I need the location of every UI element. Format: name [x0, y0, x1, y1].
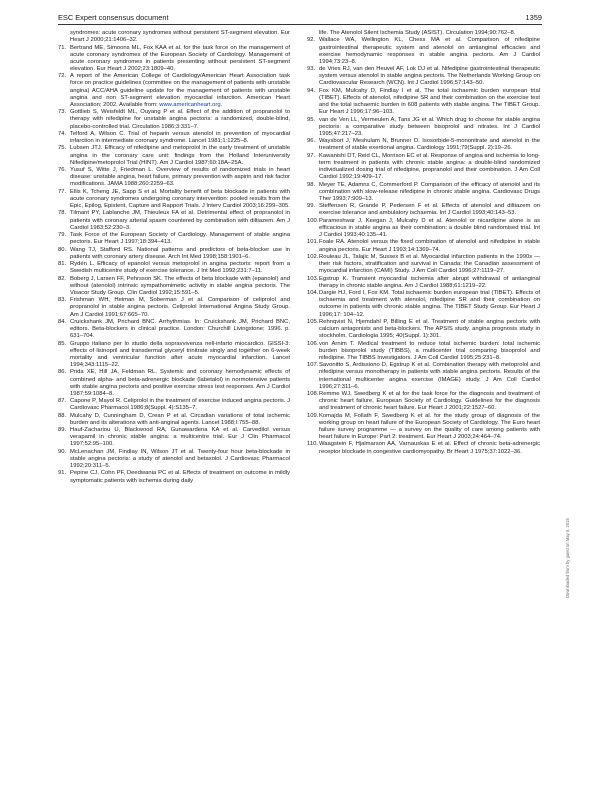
reference-number: 100.	[307, 217, 319, 224]
reference-entry	[58, 247, 290, 261]
reference-text: Remme WJ, Swedberg K et al for the task force for the diagnosis and treatment of chronic heart failure, European Society of Cardiology. Guidelines for the diagnosis and treatment of chronic heart failure. Eur Heart J 2001;22:1527–60.	[319, 391, 540, 412]
reference-entry	[58, 30, 290, 44]
reference-number: 76.	[58, 167, 67, 174]
reference-text: Meyer TE, Adamns C, Commerford P. Comparison of the efficacy of atenolol and its combination with slow-release nifedipine in chronic stable angina. Cardiovasc Drugs Ther 1993;7:909–13.	[319, 181, 540, 202]
reference-entry	[307, 341, 540, 362]
reference-text: Lubsen JTJ. Efficacy of nifedipine and metoprolol in the early treatment of unstable angina in the coronary care unit: findings from the Holland Interuniversity Nifedipine/metoprolol Trial (HINT). Am J Cardiol 1987;60:18A–25A.	[70, 145, 290, 166]
reference-text: Ellis K, Tcheng JE, Sapp S et al. Mortality benefit of beta blockade in patients with acute coronary syndromes undergoing coronary intervention: pooled results from the Epic, Epilog, Epistent, Capture and Rapport Trials. J Interv Cardiol 2003;16:299–305.	[70, 188, 290, 210]
reference-entry	[58, 449, 290, 470]
reference-number: 87.	[58, 398, 67, 405]
reference-entry	[58, 319, 290, 340]
reference-entry	[307, 182, 540, 203]
reference-text: Komajda M, Follath F, Swedberg K et al. for the study group of diagnosis of the working group on heart failure of the European Society of Cardiology. The Euro heart failure survey programme — a survey on the quality of care among patients with heart failure in Europe: Part 2: treatment. Eur Heart J 2003;24:464–74.	[319, 412, 540, 441]
reference-number: 96.	[307, 138, 316, 145]
reference-text: Bertrand ME, Simoons ML, Fox KAA et al. for the task force on the management of acute coronary syndromes of the European Society of Cardiology. Management of acute coronary syndromes in patients presenting without persistent ST-segment elevation. Eur Heart J 2002;23:1809–40.	[70, 44, 290, 72]
reference-entry	[58, 210, 290, 231]
reference-entry	[307, 30, 540, 37]
reference-text: Mulcahy D, Cunningham D, Crean P et al. Circadian variations of total ischemic burden and its alterations with anti-anginal agents. Lancet 1988;I:755–88.	[70, 412, 290, 426]
reference-entry	[307, 239, 540, 253]
reference-number: 88.	[58, 412, 67, 419]
reference-number: 91.	[58, 470, 67, 477]
reference-number: 107.	[307, 362, 319, 369]
reference-text: Gottlieb S, Weisfeldt ML, Ouyang P et al. Effect of the addition of propranolol to therapy with nifedipine for unstable angina pectoris: a randomized, double-blind, placebo-controlled trial. Circulation 1986;3:331–7.	[70, 109, 290, 130]
reference-text: life. The Atenolol Silent Ischemia Study (ASIST). Circulation 1994;90:762–8.	[319, 30, 516, 36]
reference-number: 93.	[307, 66, 316, 73]
reference-number: 94.	[307, 87, 316, 94]
reference-entry	[58, 297, 290, 318]
reference-entry	[307, 138, 540, 152]
reference-text: Hauf-Zachariou U, Blackwood RA, Gunawardena KA et al. Carvedilol versus verapamil in chronic stable angina: a multicentre trial. Eur J Clin Pharmacol 1997;52:95–100.	[70, 427, 290, 448]
reference-number: 85.	[58, 340, 67, 347]
reference-number: 83.	[58, 297, 67, 304]
reference-number: 80.	[58, 246, 67, 253]
reference-number: 102.	[307, 253, 319, 260]
reference-text: von Arnim T. Medical treatment to reduce total ischemic burden: total ischemic burden bisoprolol study (TIBBS), a multicenter trial comparing bisoprolol and nifedipine. The TIBBS Investigators. J Am Coll Cardiol 1995;25:231–8.	[319, 340, 540, 361]
reference-text: Cruickshank JM, Prichard BNC. Arrhythmias. In: Cruickshank JM, Prichard BNC, editors. Beta-blockers in clinical practice. London: Churchill Livingstone; 1996. p. 631–704.	[70, 318, 290, 340]
reference-text: Gruppo italiano per lo studio della sopravvivenza nell-infarto miocardico. GISSI-3: effects of lisinopril and transdermal glyceryl trinitrate singly and together on 6-week mortality and ventricular function after acute myocardial infarction. Lancet 1994;343:1115–22.	[70, 340, 290, 368]
reference-text: Prida XE, Hill JA, Feldman RL. Systemic and coronary hemodynamic effects of combined alpha- and beta-adrenergic blockade (labetalol) in normotensive patients with stable angina pectoris and positive exercise stress test responses. Am J Cardiol 1987;59:1084–8.	[70, 369, 290, 397]
reference-number: 103.	[307, 275, 319, 282]
reference-entry	[58, 167, 290, 188]
reference-entry	[307, 290, 540, 319]
reference-entry	[307, 362, 540, 391]
reference-number: 86.	[58, 369, 67, 376]
reference-text: Telford A, Wilson C. Trial of heparin versus atenolol in prevention of myocardial infarction in intermediate coronary syndrome. Lancet 1981;1:1225–8.	[70, 130, 290, 145]
reference-text: van de Ven LL, Vermeulen A, Tans JG et al. Which drug to choose for stable angina pectoris: a comparative study between bisoprolol and nitrates. Int J Cardiol 1995;47:217–23.	[319, 116, 540, 137]
reference-entry	[58, 427, 290, 448]
reference-number: 75.	[58, 145, 67, 152]
reference-entry	[307, 153, 540, 182]
reference-number: 90.	[58, 448, 67, 455]
reference-entry	[307, 319, 540, 340]
reference-number: 81.	[58, 261, 67, 268]
reference-number: 89.	[58, 427, 67, 434]
reference-number: 71.	[58, 44, 67, 51]
reference-entry	[307, 413, 540, 442]
reference-text: Rouleau JL, Talajic M, Sussex B et al. Myocardial infarction patients in the 1990s — their risk factors, stratification and survival in Canada: the Canadian assessment of myocardial infarction (CAMI) Study. J Am Coll Cardiol 1996;27:1119–27.	[319, 253, 540, 275]
reference-number: 73.	[58, 109, 67, 116]
reference-entry	[307, 117, 540, 138]
right-reference-column	[307, 30, 540, 456]
reference-text: McLenachan JM, Findlay IN, Wilson JT et al. Twenty-four hour beta-blockade in stable angina pectoris: a study of atenolol and betaxolol. J Cardiovasc Pharmacol 1992;20:311–5.	[70, 448, 290, 470]
reference-number: 82.	[58, 275, 67, 282]
reference-entry	[58, 73, 290, 109]
reference-number: 74.	[58, 130, 67, 137]
reference-number: 104.	[307, 290, 319, 297]
reference-number: 95.	[307, 116, 316, 123]
reference-number: 79.	[58, 232, 67, 239]
reference-entry	[58, 45, 290, 74]
reference-entry	[58, 470, 290, 484]
left-reference-column	[58, 30, 290, 485]
reference-text: Rehnqvist N, Hjemdahl P, Billing E et al. Treatment of stable angina pectoris with calcium antagonists and beta-blockers. The APSIS study. angina prognosis study in stockholm. Cardiologia 1995; 40(Suppl. 1):301.	[319, 318, 540, 340]
reference-entry	[307, 88, 540, 117]
reference-text: Pepine CJ, Cohn PF, Deedwania PC et al. Effects of treatment on outcome in mildly symptomatic patients with ischemia during daily	[70, 470, 290, 484]
reference-number: 109.	[307, 412, 319, 419]
header-divider	[58, 24, 542, 25]
reference-text: Parameshwar J, Keegan J, Mulcahy D et al. Atenolol or nicardipine alone is as efficacious in stable angina as their combination: a double blind randomised trial. Int J Cardiol 1993;40:135–41.	[319, 217, 540, 239]
reference-text: Dargie HJ, Ford I, Fox KM. Total ischaemic burden european trial (TIBET). Effects of ischaemia and treatment with atenolol, nifedipine SR and their combination on outcome in patients with chronic stable angina. The TIBET Study Group. Eur Heart J 1996;17: 104–12.	[319, 290, 540, 318]
reference-text: Yusuf S, Witte J, Friedman L. Overview of results of randomized trials in heart disease: unstable angina, heart failure, primary prevention with aspirin and risk factor modifications. JAMA 1988;260:2259–63.	[70, 167, 290, 188]
reference-entry	[58, 232, 290, 246]
reference-text: syndromes: acute coronary syndromes without persistent ST-segment elevation. Eur Heart J 2000;21:1406–32.	[70, 30, 290, 44]
reference-number: 99.	[307, 203, 316, 210]
reference-entry	[58, 369, 290, 398]
reference-entry	[58, 109, 290, 130]
reference-number: 101.	[307, 239, 319, 246]
reference-entry	[307, 218, 540, 239]
reference-entry	[58, 276, 290, 297]
reference-number: 110.	[307, 441, 318, 448]
reference-entry	[58, 341, 290, 370]
reference-entry	[307, 37, 540, 66]
reference-number: 108.	[307, 391, 319, 397]
reference-entry	[58, 261, 290, 275]
reference-number: 106.	[307, 340, 319, 347]
reference-text: Wallace WA, Wellington KL, Chess MA et al. Comparison of nifedipine gastrointestinal therapeutic system and atenolol on antianginal efficacies and exercise hemodynamic responses in stable angina pectoris. Am J Cardiol 1994;73:23–8.	[319, 37, 540, 65]
reference-entry	[307, 203, 540, 217]
reference-number: 77.	[58, 188, 67, 195]
reference-entry	[307, 254, 540, 275]
reference-text: Tilmant PY, Lablanche JM, Thieuleux FA et al. Detrimental effect of propranolol in patients with coronary arterial spasm countered by combination with diltiazem. Am J Cardiol 1983;52:230–3.	[70, 210, 290, 231]
reference-entry	[307, 66, 540, 87]
reference-link[interactable]: www.americanheart.org	[159, 101, 221, 108]
reference-text: Egstrup K. Transient myocardial ischemia after abrupt withdrawal of antianginal therapy in chronic stable angina. Am J Cardiol 1988;61:1219–22.	[319, 275, 540, 289]
reference-text: de Vries RJ, van den Heuvel AF, Lok DJ et al. Nifedipine gastrointestinal therapeutic system versus atenolol in stable angina pectoris. The Netherlands Working Group on Cardiovascular Research (WCN). Int J Cardiol 1996;57:143–50.	[319, 66, 540, 87]
reference-number: 84.	[58, 318, 67, 325]
reference-text: Fox KM, Mulcahy D, Findlay I et al. The total ischaemic burden european trial (TIBET). Effects of atenolol, nifedipine SR and their combination on the exercise test and the total ischaemic burden in 608 patients with stable angina. The TIBET Group. Eur Heart J 1996;17:96–103.	[319, 87, 540, 116]
reference-text: Kawanishi DT, Reid CL, Morrison EC et al. Response of angina and ischemia to long-term treatment in patients with chronic stable angina: a double-blind randomized individualized dosing trial of nifedipine, propranolol and their combination. J Am Coll Cardiol 1992;19:409–17.	[319, 152, 540, 181]
reference-text: Rydén L. Efficacy of epanolol versus metoprolol in angina pectoris: report from a Swedish multicentre study of exercise tolerance. J Int Med 1992;231:7–11.	[70, 261, 290, 275]
reference-entry	[58, 131, 290, 145]
reference-text: Frishman WH, Heiman M, Soberman J et al. Comparison of celiprolol and propranolol in stable angina pectoris. Celiprolol International Angina Study Group. Am J Cardiol 1991;67:665–70.	[70, 297, 290, 318]
reference-entry	[58, 145, 290, 166]
reference-number: 78.	[58, 210, 67, 217]
reference-text: Foale RA. Atenolol versus the fixed combination of atenolol and nifedipine in stable angina pectoris. Eur Heart J 1993;14:1369–74.	[319, 239, 540, 253]
reference-entry	[307, 441, 540, 455]
reference-text: Waagstein F, Hjalmarson AA, Varnauskas E et al. Effect of chronic beta-adrenergic receptor blockade in congestive cardiomyopathy. Br Heart J 1975;37:1022–36.	[319, 441, 540, 455]
reference-number: 98.	[307, 181, 316, 188]
journal-section-title: ESC Expert consensus document	[58, 12, 169, 22]
reference-entry	[58, 398, 290, 412]
running-header	[58, 10, 542, 24]
reference-text: Waysbort J, Meshulam N, Brunner D. Isosorbide-5-mononitrate and atenolol in the treatment of stable exertional angina. Cardiology 1991;79(Suppl. 2):19–26.	[319, 138, 540, 152]
reference-text: Steffensen R, Grande P, Pedersen F et al. Effects of atenolol and diltiazem on exercise tolerance and ambulatory ischaemia. Int J Cardiol 1993;40:143–53.	[319, 203, 540, 217]
page-number: 1359	[525, 12, 542, 22]
reference-text-suffix: .	[220, 101, 223, 108]
reference-number: 92.	[307, 37, 316, 44]
reference-text: A report of the American College of Cardiology/American Heart Association task force on practice guidelines (committee on the management of patients with unstable angina) ACC/AHA guideline update for the management of patients with unstable angina and non ST-segment elevation myocardial infarction. American Heart Association; 2002. Available from:	[70, 73, 290, 108]
reference-entry	[307, 276, 540, 290]
reference-number: 105.	[307, 318, 319, 325]
reference-text: Savonitto S, Ardissiono D, Egstrup K et al. Combination therapy with metoprolol and nifedipine versus monotherapy in patients with stable angina pectoris. Results of the international multicenter angina exercise (IMAGE) study. J Am Coll Cardiol 1996;27:311–6.	[319, 362, 540, 390]
download-watermark: Downloaded from by guest on May 5, 2015	[565, 518, 570, 598]
reference-entry	[58, 413, 290, 427]
reference-number: 97.	[307, 152, 316, 159]
reference-number: 72.	[58, 73, 67, 80]
reference-text: Capone P, Mayol R. Celiprolol in the treatment of exercise induced angina pectoris. J Cardiovasc Pharmacol 1986;8(Suppl. 4):S135–7.	[70, 398, 290, 412]
reference-text: Wang TJ, Stafford RS. National patterns and predictors of beta-blocker use in patients with coronary artery disease. Arch Int Med 1998;158:1901–6.	[70, 246, 290, 260]
reference-text: Task Force of the European Society of Cardiology. Management of stable angina pectoris. Eur Heart J 1997;18:394–413.	[70, 232, 290, 246]
reference-text: Boberg J, Larsen FF, Pehrsson SK. The effects of beta blockade with (epanolol) and without (atenolol) intrinsic sympathomimetic activity in stable angina pectoris. The Visacor Study Group. Clin Cardiol 1992;15:591–5.	[70, 275, 290, 296]
reference-entry	[58, 189, 290, 210]
reference-entry	[307, 391, 540, 412]
